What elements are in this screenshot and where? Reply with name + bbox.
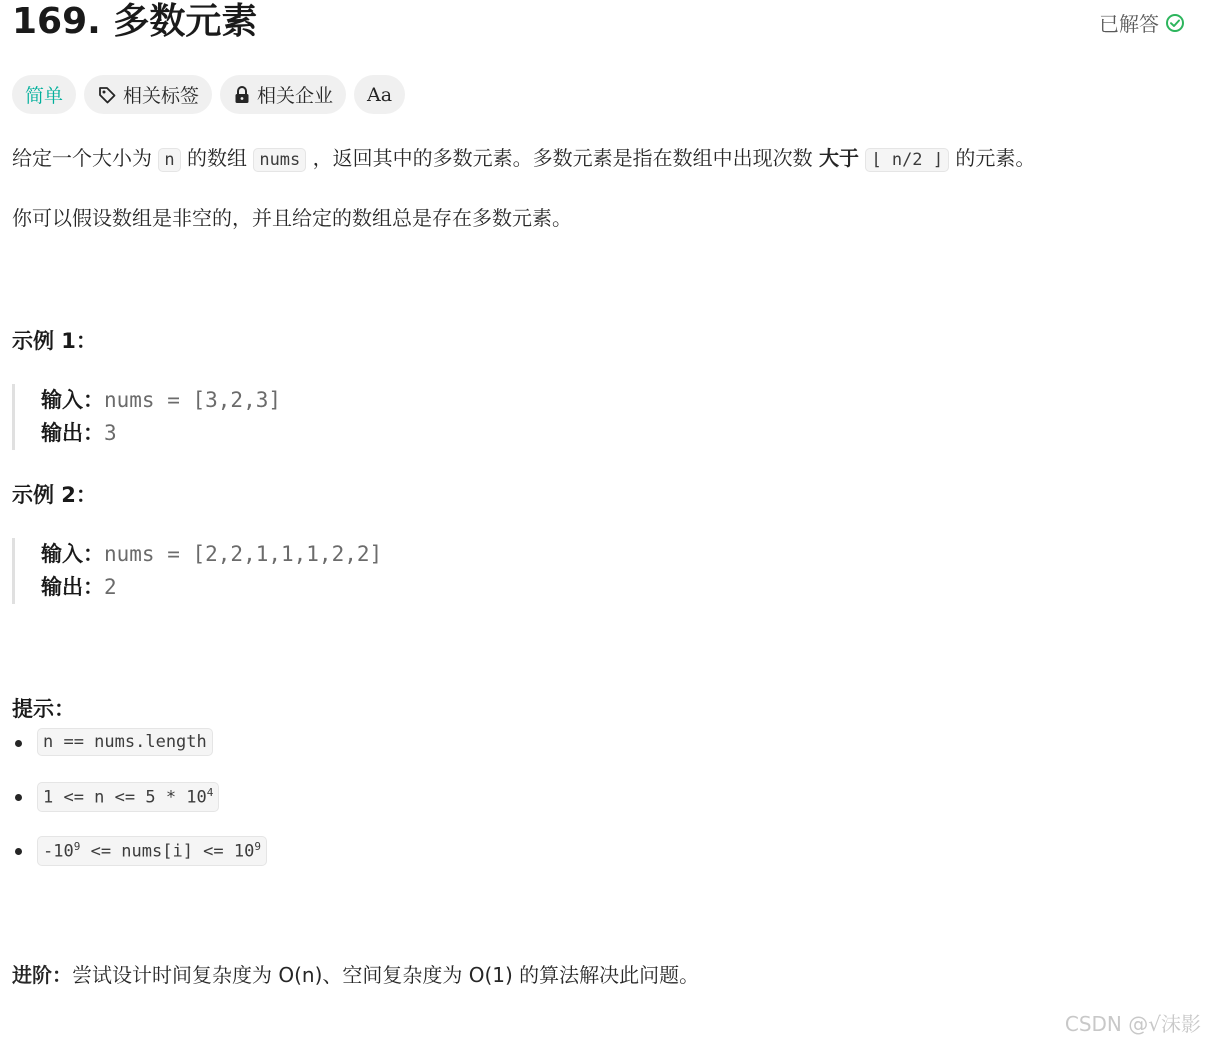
output-label: 输出： — [41, 421, 104, 445]
related-companies-button[interactable] — [220, 75, 346, 114]
related-companies-label: 相关企业 — [257, 85, 334, 107]
advanced-text: 尝试设计时间复杂度为 O(n)、空间复杂度为 O(1) 的算法解决此问题。 — [72, 963, 700, 987]
bullet — [15, 740, 22, 747]
related-tags-label: 相关标签 — [123, 85, 200, 107]
desc-text: 的数组 — [186, 146, 247, 170]
desc-text: 的元素。 — [955, 146, 1036, 170]
solved-status — [1099, 8, 1185, 37]
input-label: 输入： — [41, 388, 104, 412]
hint-exponent: 9 — [73, 840, 81, 853]
tags-row — [12, 75, 405, 114]
hint-item — [12, 728, 267, 782]
example-2-input-line — [41, 538, 612, 571]
hint-code: n == nums.length — [37, 728, 213, 756]
difficulty-label: 简单 — [25, 85, 64, 107]
inline-code: nums — [253, 148, 306, 172]
tag-icon — [97, 85, 117, 105]
description-paragraph-2: 你可以假设数组是非空的，并且给定的数组总是存在多数元素。 — [12, 206, 572, 230]
example-1-input-line — [41, 384, 612, 417]
hints-heading: 提示： — [12, 697, 75, 721]
related-tags-button[interactable] — [84, 75, 212, 114]
bullet — [15, 848, 22, 855]
font-size-icon: Aa — [367, 83, 393, 106]
bullet — [15, 794, 22, 801]
hint-exponent: 4 — [206, 786, 214, 799]
example-2-output-line — [41, 571, 612, 604]
solved-label: 已解答 — [1099, 12, 1159, 36]
inline-code: ⌊ n/2 ⌋ — [865, 148, 949, 172]
example-2-block — [12, 538, 612, 604]
lock-icon — [233, 85, 251, 105]
description-paragraph-1 — [12, 143, 1035, 175]
advanced-note — [12, 960, 699, 990]
desc-bold-text: 大于 — [819, 146, 859, 170]
output-value: 2 — [104, 575, 117, 599]
hint-text: -10 — [43, 841, 74, 862]
output-label: 输出： — [41, 575, 104, 599]
title-row — [12, 0, 1197, 48]
example-1-heading: 示例 1： — [12, 329, 97, 353]
example-2-heading: 示例 2： — [12, 483, 97, 507]
inline-code: n — [158, 148, 180, 172]
hint-text: <= nums[i] <= 10 — [80, 841, 255, 862]
example-1-block — [12, 384, 612, 450]
hints-list — [12, 728, 267, 890]
example-1-output-line — [41, 417, 612, 450]
watermark: CSDN @√沫影 — [1064, 1012, 1201, 1036]
hint-code — [37, 836, 267, 866]
check-circle-icon — [1165, 13, 1185, 33]
hint-item — [12, 836, 267, 890]
problem-title: 169. 多数元素 — [12, 1, 258, 42]
difficulty-badge[interactable] — [12, 75, 76, 114]
input-label: 输入： — [41, 542, 104, 566]
output-value: 3 — [104, 421, 117, 445]
hint-code — [37, 782, 219, 812]
advanced-label: 进阶： — [12, 963, 72, 987]
desc-text: ，返回其中的多数元素。多数元素是指在数组中出现次数 — [312, 146, 813, 170]
font-size-toggle[interactable] — [354, 75, 405, 114]
hint-text: 1 <= n <= 5 * 10 — [43, 787, 207, 808]
hint-item — [12, 782, 267, 836]
hint-exponent: 9 — [254, 840, 261, 853]
input-value: nums = [3,2,3] — [104, 388, 282, 412]
input-value: nums = [2,2,1,1,1,2,2] — [104, 542, 383, 566]
desc-text: 给定一个大小为 — [12, 146, 152, 170]
